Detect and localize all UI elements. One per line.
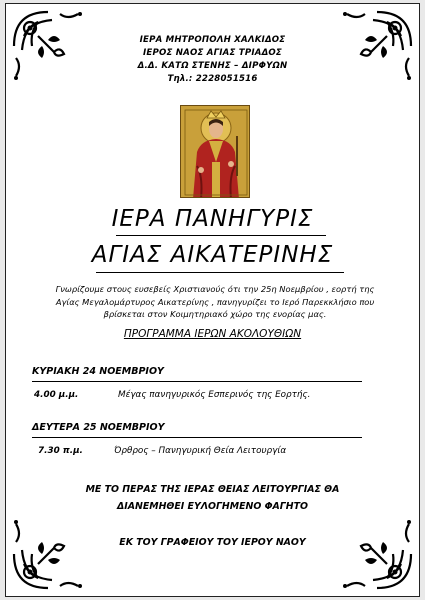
schedule-divider	[32, 437, 362, 438]
title-underline	[116, 235, 326, 236]
schedule-time: 7.30 π.μ.	[38, 446, 83, 456]
header-church: ΙΕΡΟΣ ΝΑΟΣ ΑΓΙΑΣ ΤΡΙΑΔΟΣ	[142, 48, 283, 58]
schedule-service: Όρθρος – Πανηγυρική Θεία Λειτουργία	[114, 446, 287, 456]
schedule-time: 4.00 μ.μ.	[34, 390, 79, 400]
header-location: Δ.Δ. ΚΑΤΩ ΣΤΕΝΗΣ – ΔΙΡΦΥΩΝ	[137, 61, 288, 71]
header-phone: Τηλ.: 2228051516	[167, 74, 258, 84]
invitation-sheet	[5, 3, 420, 597]
schedule-day: ΔΕΥΤΕΡΑ 25 ΝΟΕΜΒΡΙΟΥ	[32, 422, 165, 433]
saint-catherine-icon	[180, 105, 250, 198]
schedule-divider	[32, 381, 362, 382]
intro-line: βρίσκεται στον Κοιμητηριακό χώρο της ενορίας μας.	[103, 309, 327, 319]
title-underline	[96, 272, 344, 273]
header-metropolis: ΙΕΡΑ ΜΗΤΡΟΠΟΛΗ ΧΑΛΚΙΔΟΣ	[139, 35, 286, 45]
meal-notice: ΔΙΑΝΕΜΗΘΕΙ ΕΥΛΟΓΗΜΕΝΟ ΦΑΓΗΤΟ	[116, 501, 308, 512]
intro-line: Αγίας Μεγαλομάρτυρος Αικατερίνης , πανηγυρίζει το Ιερό Παρεκκλήσιο που	[55, 296, 375, 307]
corner-ornament-icon	[8, 514, 88, 594]
schedule-service: Μέγας πανηγυρικός Εσπερινός της Εορτής.	[118, 390, 311, 400]
office-signature: ΕΚ ΤΟΥ ΓΡΑΦΕΙΟΥ ΤΟΥ ΙΕΡΟΥ ΝΑΟΥ	[119, 537, 306, 548]
intro-paragraph	[26, 283, 404, 321]
corner-ornament-icon	[337, 514, 417, 594]
schedule-day: ΚΥΡΙΑΚΗ 24 ΝΟΕΜΒΡΙΟΥ	[32, 366, 164, 377]
title-saint: ΑΓΙΑΣ ΑΙΚΑΤΕΡΙΝΗΣ	[91, 242, 334, 268]
program-title: ΠΡΟΓΡΑΜΜΑ ΙΕΡΩΝ ΑΚΟΛΟΥΘΙΩΝ	[123, 328, 302, 340]
title-feast: ΙΕΡΑ ΠΑΝΗΓΥΡΙΣ	[111, 206, 314, 232]
intro-line: Γνωρίζουμε στους ευσεβείς Χριστιανούς ότι την 25η Νοεμβρίου , εορτή της	[55, 284, 375, 294]
meal-notice: ΜΕ ΤΟ ΠΕΡΑΣ ΤΗΣ ΙΕΡΑΣ ΘΕΙΑΣ ΛΕΙΤΟΥΡΓΙΑΣ ΘΑ	[85, 484, 340, 495]
